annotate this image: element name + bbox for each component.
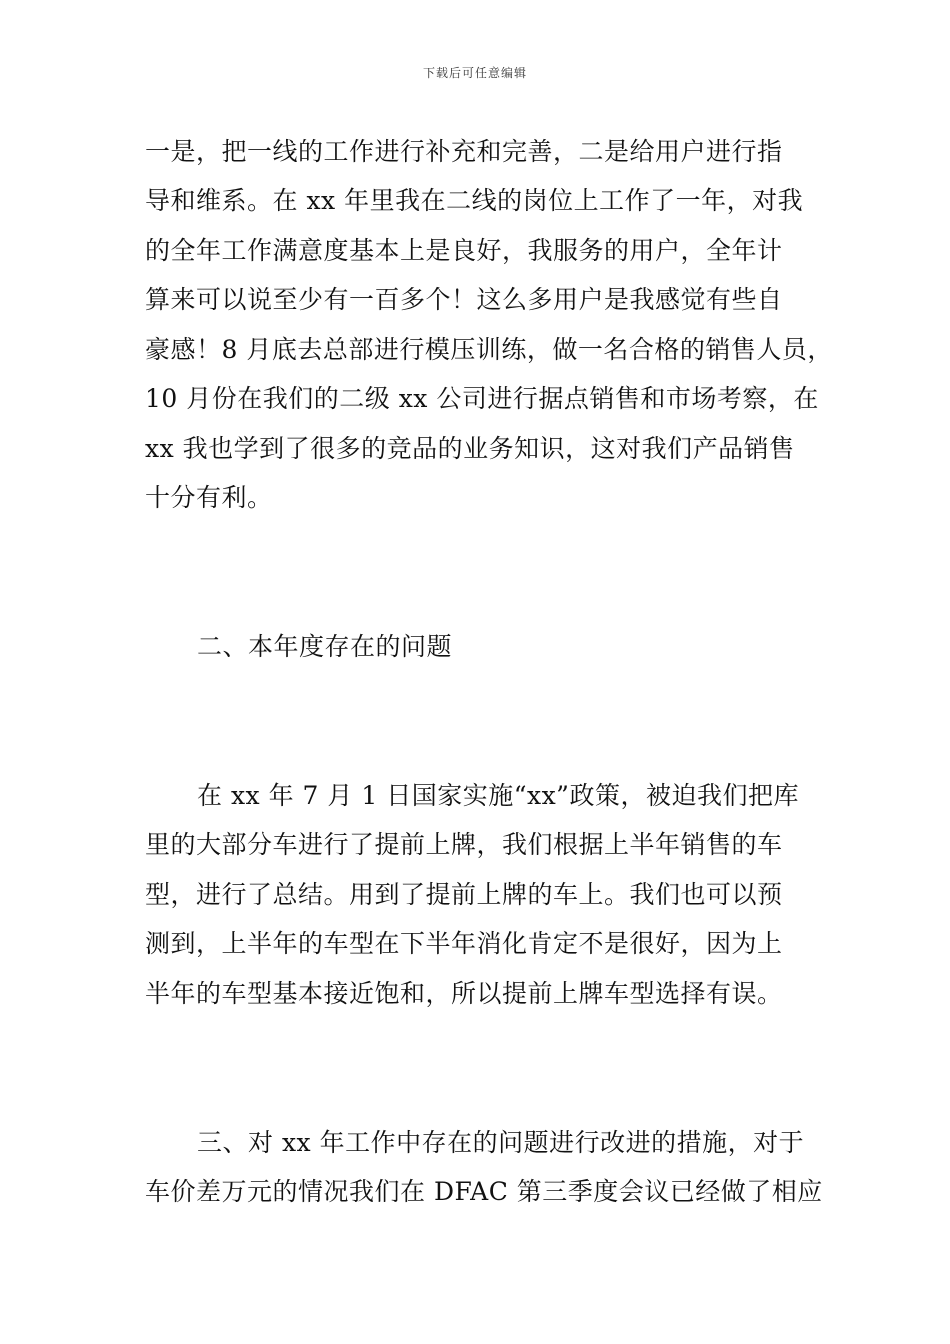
text-line: 10 月份在我们的二级 xx 公司进行据点销售和市场考察，在 <box>145 384 819 413</box>
text-line: 测到，上半年的车型在下半年消化肯定不是很好，因为上 <box>145 929 783 958</box>
text-line: xx 我也学到了很多的竞品的业务知识，这对我们产品销售 <box>145 434 795 463</box>
text-line: 里的大部分车进行了提前上牌，我们根据上半年销售的车 <box>145 830 783 859</box>
text-line: 型，进行了总结。用到了提前上牌的车上。我们也可以预 <box>145 880 783 909</box>
text-line: 三、对 xx 年工作中存在的问题进行改进的措施，对于 <box>197 1128 805 1157</box>
section-heading: 二、本年度存在的问题 <box>197 632 453 661</box>
text-line: 算来可以说至少有一百多个！这么多用户是我感觉有些自 <box>145 285 783 314</box>
text-line: 导和维系。在 xx 年里我在二线的岗位上工作了一年，对我 <box>145 186 804 215</box>
text-line: 的全年工作满意度基本上是良好，我服务的用户，全年计 <box>145 236 783 265</box>
text-line: 十分有利。 <box>145 483 273 512</box>
text-line: 豪感！8 月底去总部进行模压训练，做一名合格的销售人员， <box>145 335 833 364</box>
text-line: 在 xx 年 7 月 1 日国家实施“xx”政策，被迫我们把库 <box>197 781 799 810</box>
text-line: 车价差万元的情况我们在 DFAC 第三季度会议已经做了相应 <box>145 1177 823 1206</box>
text-line: 半年的车型基本接近饱和，所以提前上牌车型选择有误。 <box>145 979 783 1008</box>
text-line: 一是，把一线的工作进行补充和完善，二是给用户进行指 <box>145 137 783 166</box>
page-header: 下载后可任意编辑 <box>422 66 527 80</box>
